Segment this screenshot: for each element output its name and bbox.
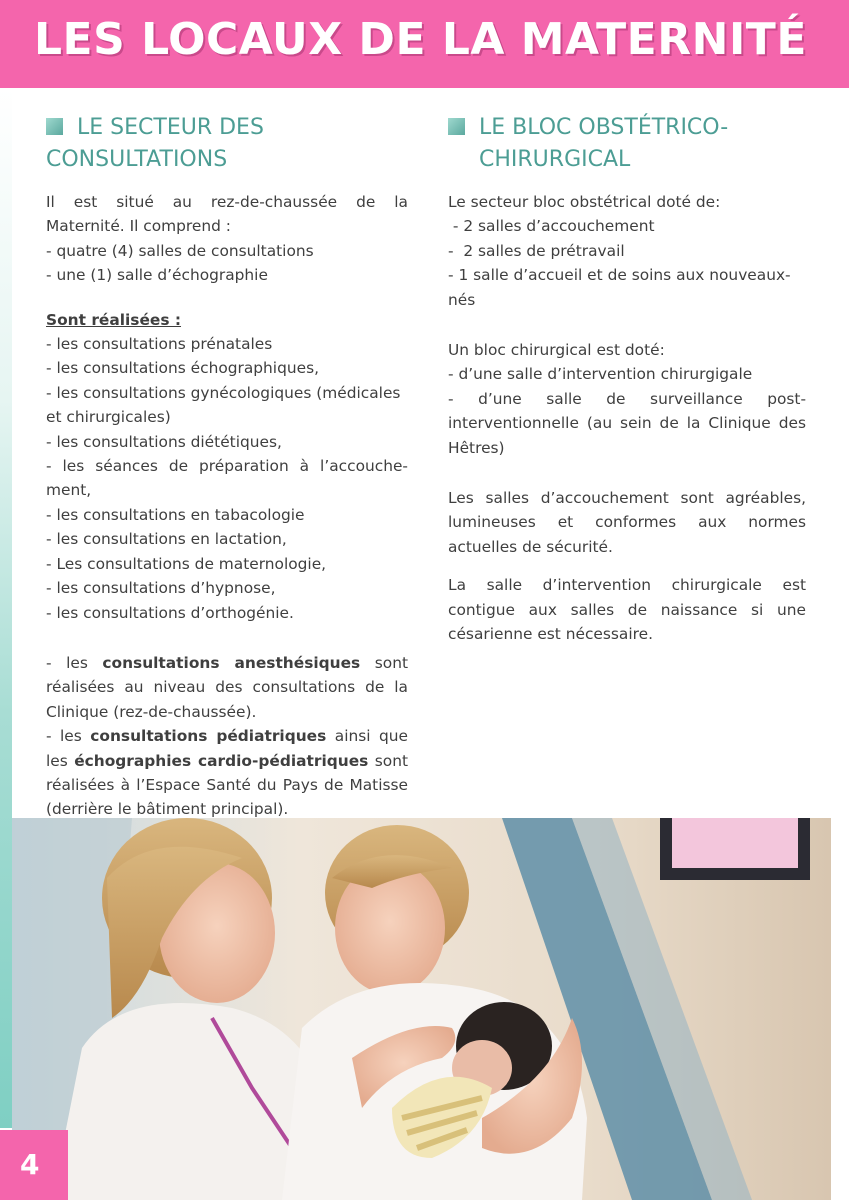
list-item: - les consultations diététiques,	[46, 432, 282, 451]
consultations-body	[46, 190, 408, 822]
chir-intro: Un bloc chirurgical est doté:	[448, 341, 665, 360]
accouchement-paragraph: Les salles d’accouchement sont agréables, lumineuses et conformes aux normes actuelles de sécurité.	[448, 489, 806, 556]
left-gradient-bar	[0, 88, 12, 1128]
list-item: - les consultations échographiques,	[46, 359, 319, 378]
list-item: - d’une salle d’intervention chirurgigale	[448, 365, 753, 384]
bloc-title: LE BLOC OBSTÉTRICO- CHIRURGICAL	[448, 112, 806, 176]
list-item: - les séances de préparation à l’accouche-	[46, 457, 408, 476]
realisees-heading: Sont réalisées :	[46, 310, 182, 329]
bloc-intro: Le secteur bloc obstétrical doté de:	[448, 193, 721, 211]
intervention-paragraph: La salle d’intervention chirurgicale est contigue aux salles de naissance si une césarienne est nécessaire.	[448, 576, 806, 644]
list-item: ment,	[46, 481, 92, 500]
list-item: - quatre (4) salles de consultations	[46, 241, 314, 260]
page-number-box	[0, 1130, 68, 1200]
anesthesie-paragraph: - les consultations anesthésiques sont réalisées au niveau des consultations de la Clinique (rez-de-chaussée).	[46, 653, 408, 721]
list-item: - les consultations d’orthogénie.	[46, 603, 294, 622]
nurses-with-newborn-image	[12, 818, 831, 1200]
page-header	[0, 0, 849, 88]
consultations-section	[46, 112, 408, 822]
list-item: - une (1) salle d’échographie	[46, 266, 268, 285]
pediatrie-paragraph: - les consultations pédiatriques ainsi que les échographies cardio-pédiatriques sont réalisées à l’Espace Santé du Pays de Matisse (derrière le bâtiment principal).	[46, 727, 408, 819]
maternity-photo	[12, 818, 831, 1200]
bullet-square-icon	[46, 118, 63, 135]
page-title: LES LOCAUX DE LA MATERNITÉ	[34, 14, 807, 65]
list-item: - les consultations en tabacologie	[46, 505, 305, 524]
list-item: - d’une salle de surveillance post-interventionnelle (au sein de la Clinique des Hêtres)	[448, 389, 806, 457]
list-item: - 1 salle d’accueil et de soins aux nouveaux-	[448, 266, 791, 285]
bullet-square-icon	[448, 118, 465, 135]
consultations-title: LE SECTEUR DES CONSULTATIONS	[46, 115, 264, 172]
list-item: - les consultations prénatales	[46, 335, 273, 354]
list-item: - 2 salles de prétravail	[448, 241, 625, 260]
intro-line-1: Il est situé au rez-de-chaussée de la	[46, 193, 408, 211]
list-item: nés	[448, 290, 476, 309]
bloc-body	[448, 190, 806, 647]
list-item: - les consultations gynécologiques (médicales	[46, 383, 401, 402]
list-item: et chirurgicales)	[46, 408, 171, 427]
bloc-section	[448, 112, 806, 647]
list-item: - les consultations d’hypnose,	[46, 579, 276, 598]
page-number: 4	[20, 1148, 40, 1181]
intro-line-2: Maternité. Il comprend :	[46, 217, 231, 236]
list-item: - 2 salles d’accouchement	[448, 217, 655, 236]
list-item: - les consultations en lactation,	[46, 530, 287, 549]
list-item: - Les consultations de maternologie,	[46, 554, 327, 573]
